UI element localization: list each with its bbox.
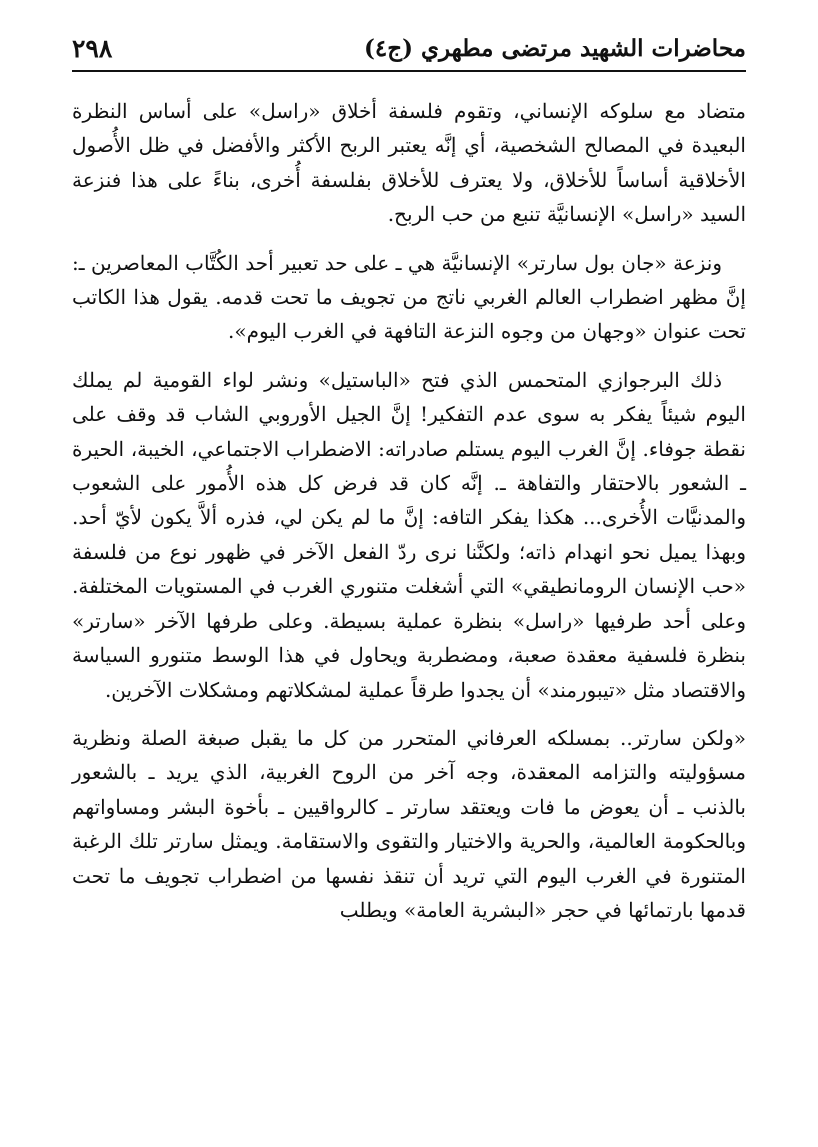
paragraph-4: «ولكن سارتر.. بمسلكه العرفاني المتحرر من كل ما يقبل صبغة الصلة ونظرية مسؤوليته والتزامه المعقدة، وجه آخر من الروح الغربية، الذي يريد ـ بالشعور بالذنب ـ أن يعوض ما فات ويعتقد سارتر ـ كالرواقيين ـ بأخوة البشر ومساواتهم وبالحكومة العالمية، والحرية والاختيار والتقوى والاستقامة. ويمثل سارتر تلك الرغبة المتنورة في الغرب اليوم التي تريد أن تنقذ نفسها من اضطراب تجويف ما تحت قدمها بارتمائها في حجر «البشرية العامة» ويطلب — [72, 725, 746, 922]
paragraph-3: ذلك البرجوازي المتحمس الذي فتح «الباستيل» ونشر لواء القومية لم يملك اليوم شيئاً يفكر به سوى عدم التفكير! إنَّ الجيل الأوروبي الشاب قد وقف على نقطة جوفاء. إنَّ الغرب اليوم يستلم صادراته: الاضطراب الاجتماعي، الخيبة، الحيرة ـ الشعور بالاحتقار والتفاهة ـ. إنَّه كان قد فرض كل هذه الأُمور على الشعوب والمدنيَّات الأُخرى... هكذا يفكر التافه: إنَّ ما لم يكن لي، فذره ألاَّ يكون لأيّ أحد. وبهذا يميل نحو انهدام ذاته؛ ولكنَّنا نرى ردّ الفعل الآخر في ظهور نوع من فلسفة «حب الإنسان الرومانطيقي» التي أشغلت متنوري الغرب في المستويات المختلفة. وعلى أحد طرفيها «راسل» بنظرة عملية بسيطة. وعلى طرفها الآخر «سارتر» بنظرة فلسفية معقدة صعبة، ومضطربة ويحاول في هذا الوسط متنورو السياسة والاقتصاد مثل «تيبورمند» أن يجدوا طرقاً عملية لمشكلاتهم ومشكلات الآخرين. — [72, 367, 746, 702]
body-text — [72, 94, 746, 941]
header-title: محاضرات الشهيد مرتضى مطهري (ج٤) — [364, 34, 746, 62]
running-header — [72, 28, 746, 68]
paragraph-1: متضاد مع سلوكه الإنساني، وتقوم فلسفة أخلاق «راسل» على أساس النظرة البعيدة في المصالح الشخصية، أي إنَّه يعتبر الربح الأكثر والأفضل في ظل الأُصول الأخلاقية أساساً للأخلاق، ولا يعترف للأخلاق بفلسفة أُخرى، بناءً على هذا فنزعة السيد «راسل» الإنسانيَّة تنبع من حب الربح. — [72, 99, 746, 227]
paragraph-2: ونزعة «جان بول سارتر» الإنسانيَّة هي ـ على حد تعبير أحد الكُتَّاب المعاصرين ـ: إنَّ مظهر اضطراب العالم الغربي ناتج من تجويف ما تحت قدمه. يقول هذا الكاتب تحت عنوان «وجهان من وجوه النزعة التافهة في الغرب اليوم». — [72, 250, 746, 344]
page-number: ٢٩٨ — [72, 33, 113, 63]
header-rule — [72, 70, 746, 72]
